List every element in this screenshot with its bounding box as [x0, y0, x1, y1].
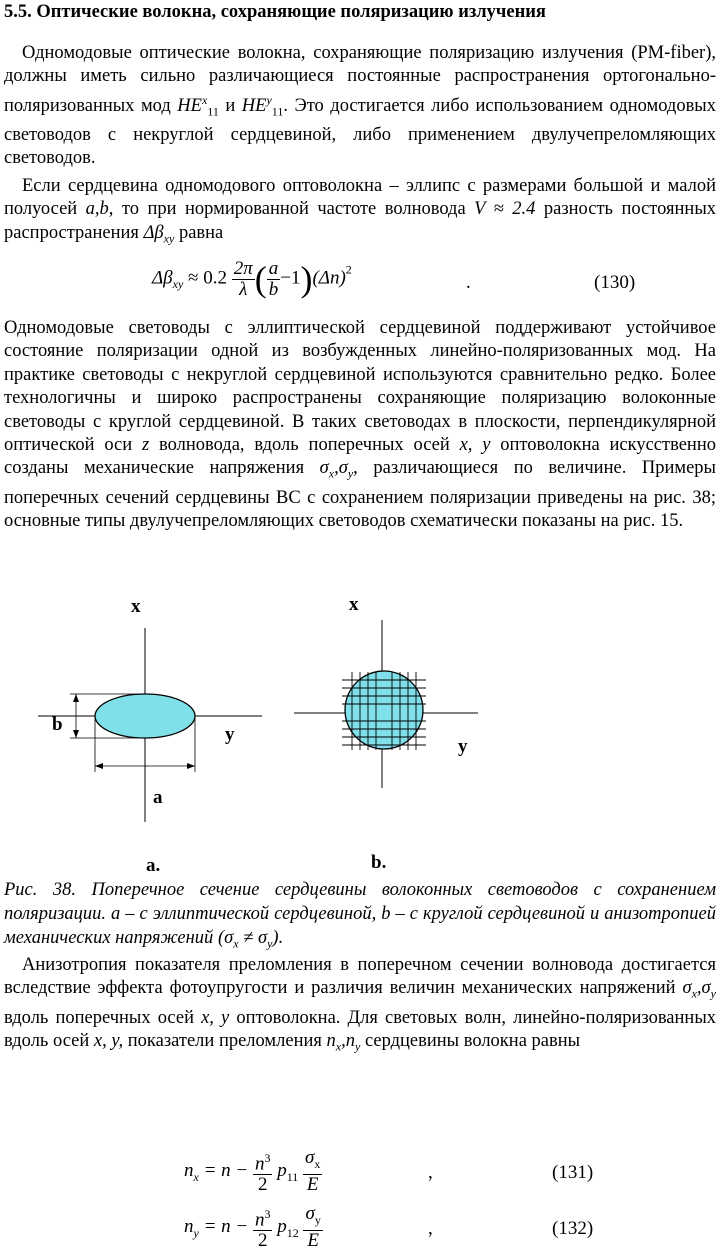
- figure-a-a-label: a: [153, 787, 163, 808]
- figure-a-y-label: y: [225, 724, 235, 745]
- p4-axes-xy: x, y: [201, 1007, 230, 1028]
- p3-part3: оптоволокна искусственно созданы механические напряжения: [4, 435, 716, 479]
- equation-132: $n_y = n$ − $\frac{n^3}{2}$ $p_{12}$ $\frac{\sigma_y}{E}$: [184, 1203, 321, 1252]
- paragraph-stress: [4, 317, 716, 533]
- paragraph-intro: [4, 42, 716, 171]
- axes-xy: x, y: [459, 435, 491, 456]
- and-word: и: [225, 95, 236, 116]
- p1-tail: . Это достигается либо использованием одномодовых световодов с некруглой сердцевиной, либо применением двулучепреломляющих световодов.: [4, 95, 716, 169]
- equation-131: $n_x = n$ − $\frac{n^3}{2}$ $p_{11}$ $\frac{\sigma_x}{E}$: [184, 1147, 321, 1196]
- figure-b-circular-core: [294, 620, 478, 788]
- mode-hex: $HE^x_{11}$: [177, 92, 219, 119]
- caption-text: Рис. 38. Поперечное сечение сердцевины волоконных световодов с сохранением поляризации. а – с эллиптической сердцевиной, b – с круглой сердцевиной и анизотропией механических напряжений: [4, 880, 716, 948]
- p2-part1: Если сердцевина одномодового оптоволокна – эллипс с размерами большой и малой полуосей: [4, 176, 716, 220]
- p4-part1: Анизотропия показателя преломления в поперечном сечении волновода достигается вследствие эффекта фотоупругости и различия величин механических напряжений: [4, 955, 716, 999]
- p3-part4: , различающиеся по величине. Примеры поперечных сечений сердцевины ВС с сохранением поляризации приведены на рис. 38; основные типы двулучепреломляющих световодов схематически показаны на рис. 15.: [4, 458, 716, 531]
- paragraph-ellipse: [4, 175, 716, 251]
- p4-n-xy: $n_x,n_y$: [326, 1030, 361, 1054]
- eq130-dot: .: [466, 272, 471, 293]
- p2-part3: разность постоянных распространения: [4, 199, 717, 243]
- delta-beta: $\Delta\beta_{xy}$: [143, 222, 175, 246]
- figure-b-caption-letter: b.: [371, 852, 387, 873]
- caption-condition: $(\sigma_x \ne \sigma_y)$.: [217, 928, 284, 951]
- normalized-frequency: V ≈ 2.4: [474, 199, 536, 220]
- elliptical-core: [95, 694, 195, 738]
- paragraph-anisotropy: [4, 954, 716, 1059]
- eq130-number: (130): [594, 272, 636, 293]
- p4-axes-xy2: x, y,: [93, 1030, 124, 1051]
- figure-a-x-label: x: [131, 596, 141, 617]
- p4-part5: сердцевины волокна равны: [364, 1030, 581, 1051]
- p4-part2: вдоль поперечных осей: [4, 1007, 194, 1028]
- sigma-xy: $\sigma_x,\sigma_y$: [319, 458, 354, 482]
- figure-38: [0, 592, 724, 880]
- figure-caption: [4, 878, 716, 956]
- p4-part4: показатели преломления: [127, 1030, 322, 1051]
- figure-a-caption-letter: a.: [146, 855, 161, 876]
- eq131-comma: ,: [428, 1162, 433, 1183]
- p2-part4: равна: [178, 222, 224, 243]
- p2-part2: , то при нормированной частоте волновода: [108, 199, 466, 220]
- semi-axes: a,b: [85, 199, 109, 220]
- axis-z: z: [141, 435, 150, 456]
- eq131-number: (131): [552, 1162, 594, 1183]
- figure-a-b-label: b: [52, 714, 63, 735]
- p3-part2: волновода, вдоль поперечных осей: [158, 435, 450, 456]
- section-heading: 5.5. Оптические волокна, сохраняющие поляризацию излучения: [4, 2, 546, 22]
- mode-hey: $HE^y_{11}$: [241, 92, 284, 119]
- figure-b-x-label: x: [349, 594, 359, 615]
- figure-b-y-label: y: [458, 736, 468, 757]
- eq132-number: (132): [552, 1218, 594, 1239]
- eq132-comma: ,: [428, 1218, 433, 1239]
- p4-part3: оптоволокна. Для световых волн, линейно-поляризованных вдоль осей: [4, 1007, 716, 1051]
- p1-text: Одномодовые оптические волокна, сохраняющие поляризацию излучения (PM-fiber), должны иметь сильно различающиеся постоянные распространения ортогонально-поляризованных мод: [4, 43, 716, 116]
- equation-130: $\Delta\beta_{xy} \approx 0.2$ $\frac{2\pi}{\lambda}$ ( $\frac{a}{b}$ $-1)(\Delta n)^2$: [152, 257, 352, 300]
- p3-part1: Одномодовые световоды с эллиптической сердцевиной поддерживают устойчивое состояние поляризации одной из возбужденных линейно-поляризованных мод. На практике световоды с некруглой сердцевиной используются сравнительно редко. Более технологичны и широко распространены сохраняющие поляризацию волоконные световоды с круглой сердцевиной. В таких световодах в плоскости, перпендикулярной оптической оси: [4, 318, 716, 456]
- p4-sigma-xy: $\sigma_x,\sigma_y$: [682, 978, 716, 1002]
